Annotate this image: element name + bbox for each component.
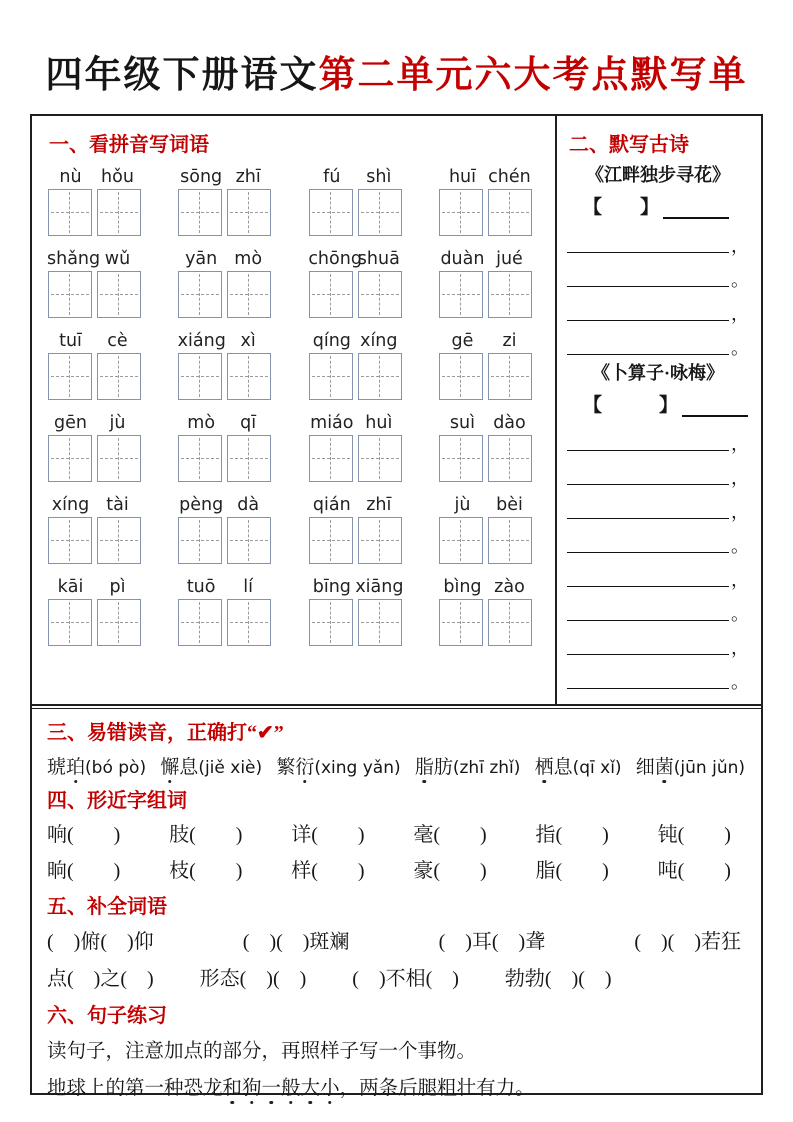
writing-box bbox=[439, 189, 483, 236]
idiom-blank-item: ( )俯( )仰 bbox=[47, 931, 154, 953]
blank-rule bbox=[567, 518, 729, 519]
pinyin-row bbox=[47, 495, 533, 564]
pinyin-syllable: fú bbox=[323, 167, 341, 187]
box-pair bbox=[439, 353, 532, 400]
blank-rule bbox=[567, 252, 729, 253]
word-group bbox=[439, 577, 533, 646]
author-blank-rule bbox=[682, 399, 748, 417]
writing-box bbox=[488, 435, 532, 482]
poem-blank-line bbox=[565, 655, 751, 692]
sentence-instruction: 读句子，注意加点的部分，再照样子写一个事物。 bbox=[47, 1041, 477, 1062]
writing-box bbox=[488, 271, 532, 318]
pronunciation-item bbox=[535, 752, 622, 779]
pinyin-row bbox=[47, 249, 533, 318]
pinyin-syllable: tuī bbox=[59, 331, 82, 351]
pronunciation-item bbox=[415, 752, 521, 779]
pinyin-pair bbox=[308, 331, 402, 351]
pinyin-options: (jūn jǔn) bbox=[673, 758, 745, 778]
hanzi-char: 细 bbox=[635, 757, 655, 778]
author-brackets: 【 】 bbox=[583, 395, 679, 416]
poem-block bbox=[565, 162, 751, 358]
word-group bbox=[439, 495, 533, 564]
pinyin-pair bbox=[178, 167, 272, 187]
pinyin-options: (bó pò) bbox=[85, 758, 147, 778]
writing-box bbox=[48, 353, 92, 400]
pinyin-syllable: tài bbox=[106, 495, 129, 515]
complete-words-row-2 bbox=[47, 962, 745, 991]
writing-box bbox=[358, 435, 402, 482]
writing-box bbox=[439, 435, 483, 482]
hanzi-char: 栖 bbox=[535, 752, 554, 779]
word-group bbox=[47, 331, 141, 400]
box-pair bbox=[439, 435, 532, 482]
writing-box bbox=[309, 517, 353, 564]
word-group bbox=[308, 577, 402, 646]
box-pair bbox=[48, 189, 141, 236]
pinyin-pair bbox=[439, 577, 533, 597]
poem-title: 《江畔独步寻花》 bbox=[586, 165, 730, 185]
idiom-blank-item: ( )( )若狂 bbox=[634, 931, 741, 953]
blank-rule bbox=[567, 552, 729, 553]
compare-word-item: 豪( ) bbox=[413, 860, 487, 882]
pinyin-syllable: miáo bbox=[310, 413, 354, 433]
pronunciation-item bbox=[47, 752, 146, 779]
idiom-blank-item: 形态( )( ) bbox=[199, 968, 307, 990]
pinyin-syllable: hǒu bbox=[101, 167, 134, 187]
writing-box bbox=[309, 189, 353, 236]
pinyin-pair bbox=[178, 577, 272, 597]
writing-box bbox=[48, 517, 92, 564]
complete-words-heading: 五、补全词语 bbox=[47, 896, 167, 918]
writing-box bbox=[439, 517, 483, 564]
writing-box bbox=[309, 435, 353, 482]
pinyin-syllable: huì bbox=[365, 413, 393, 433]
writing-box bbox=[488, 353, 532, 400]
blank-rule bbox=[567, 654, 729, 655]
pinyin-syllable: qíng bbox=[312, 331, 351, 351]
poem-blank-line bbox=[565, 587, 751, 624]
word-group bbox=[47, 167, 141, 236]
compare-word-item: 枝( ) bbox=[169, 860, 243, 882]
pinyin-syllable: xíng bbox=[51, 495, 90, 515]
poem-blank-line bbox=[565, 321, 751, 358]
writing-box bbox=[358, 517, 402, 564]
pinyin-syllable: xì bbox=[240, 331, 256, 351]
writing-box bbox=[227, 517, 271, 564]
poem-title: 《卜算子·咏梅》 bbox=[591, 363, 724, 383]
pinyin-options: (zhī zhǐ) bbox=[452, 758, 521, 778]
writing-box bbox=[227, 271, 271, 318]
pinyin-pair bbox=[439, 413, 533, 433]
writing-box bbox=[227, 353, 271, 400]
writing-box bbox=[48, 435, 92, 482]
writing-box bbox=[97, 435, 141, 482]
word-group bbox=[47, 495, 141, 564]
emphasized-char: 狗 bbox=[242, 1072, 262, 1100]
compare-word-item: 晌( ) bbox=[47, 860, 121, 882]
word-group bbox=[439, 249, 533, 318]
pinyin-pair bbox=[439, 331, 533, 351]
writing-box bbox=[488, 517, 532, 564]
pinyin-section bbox=[32, 116, 555, 704]
writing-box bbox=[97, 599, 141, 646]
poem-block bbox=[565, 360, 751, 692]
pinyin-pair bbox=[308, 249, 402, 269]
writing-box bbox=[309, 599, 353, 646]
writing-box bbox=[178, 517, 222, 564]
box-pair bbox=[439, 599, 532, 646]
word-group bbox=[308, 249, 402, 318]
emphasized-char: 一 bbox=[262, 1072, 282, 1100]
poem-section-heading: 二、默写古诗 bbox=[569, 134, 689, 156]
writing-box bbox=[48, 189, 92, 236]
box-pair bbox=[309, 599, 402, 646]
compare-word-item: 吨( ) bbox=[657, 860, 731, 882]
word-group bbox=[308, 495, 402, 564]
pinyin-syllable: xiāng bbox=[355, 577, 404, 597]
pronunciation-heading: 三、易错读音，正确打“✔” bbox=[47, 722, 284, 744]
word-group bbox=[439, 413, 533, 482]
pinyin-syllable: chōng bbox=[308, 249, 362, 269]
blank-rule bbox=[567, 586, 729, 587]
box-pair bbox=[309, 353, 402, 400]
hanzi-char: 珀 bbox=[66, 752, 85, 779]
writing-box bbox=[97, 189, 141, 236]
pinyin-pair bbox=[178, 495, 272, 515]
hanzi-char: 繁 bbox=[276, 757, 296, 778]
pinyin-syllable: nù bbox=[59, 167, 82, 187]
line-punctuation: ， bbox=[731, 502, 749, 522]
pinyin-pair bbox=[47, 495, 141, 515]
word-group bbox=[47, 249, 141, 318]
worksheet-body bbox=[30, 114, 763, 1099]
pinyin-syllable: huī bbox=[448, 167, 476, 187]
line-punctuation: ， bbox=[731, 638, 749, 658]
pinyin-syllable: dà bbox=[237, 495, 260, 515]
pinyin-syllable: lí bbox=[243, 577, 254, 597]
box-pair bbox=[178, 189, 271, 236]
pinyin-options: (xing yǎn) bbox=[314, 758, 401, 778]
blank-rule bbox=[567, 286, 729, 287]
pinyin-pair bbox=[308, 495, 402, 515]
poem-blank-line bbox=[565, 485, 751, 522]
blank-rule bbox=[567, 450, 729, 451]
example-pre: 地球上的第一种恐龙 bbox=[47, 1078, 223, 1099]
writing-box bbox=[358, 189, 402, 236]
pinyin-syllable: mò bbox=[234, 249, 263, 269]
box-pair bbox=[178, 517, 271, 564]
example-post: ，两条后腿粗壮有力。 bbox=[339, 1078, 535, 1099]
writing-box bbox=[358, 271, 402, 318]
word-group bbox=[178, 495, 272, 564]
box-pair bbox=[48, 517, 141, 564]
poem-blank-line bbox=[565, 253, 751, 290]
line-punctuation: 。 bbox=[731, 604, 749, 624]
pinyin-pair bbox=[178, 413, 272, 433]
line-punctuation: 。 bbox=[731, 338, 749, 358]
line-punctuation: 。 bbox=[731, 672, 749, 692]
pinyin-pair bbox=[47, 577, 141, 597]
pronunciation-item bbox=[160, 752, 262, 779]
pinyin-syllable: zi bbox=[502, 331, 517, 351]
hanzi-char: 脂 bbox=[415, 752, 434, 779]
writing-box bbox=[439, 599, 483, 646]
hanzi-char: 息 bbox=[553, 757, 573, 778]
pinyin-syllable: gē bbox=[451, 331, 474, 351]
pinyin-syllable: dào bbox=[493, 413, 526, 433]
word-group bbox=[47, 577, 141, 646]
poem-blank-line bbox=[565, 219, 751, 256]
writing-box bbox=[97, 353, 141, 400]
writing-box bbox=[309, 353, 353, 400]
idiom-blank-item: ( )不相( ) bbox=[352, 968, 459, 990]
complete-words-row-1 bbox=[47, 925, 745, 954]
writing-box bbox=[358, 353, 402, 400]
pinyin-pair bbox=[47, 167, 141, 187]
box-pair bbox=[439, 189, 532, 236]
compare-word-item: 样( ) bbox=[291, 860, 365, 882]
poem-blank-line bbox=[565, 417, 751, 454]
writing-box bbox=[309, 271, 353, 318]
idiom-blank-item: ( )耳( )聋 bbox=[438, 931, 546, 953]
poem-blank-line bbox=[565, 621, 751, 658]
pinyin-syllable: mò bbox=[187, 413, 216, 433]
pinyin-pair bbox=[47, 249, 141, 269]
pinyin-syllable: bèi bbox=[496, 495, 523, 515]
writing-box bbox=[439, 271, 483, 318]
pinyin-syllable: shì bbox=[366, 167, 392, 187]
pinyin-pair bbox=[439, 495, 533, 515]
emphasized-char: 小 bbox=[320, 1072, 340, 1100]
sentence-heading: 六、句子练习 bbox=[47, 1005, 167, 1027]
box-pair bbox=[48, 599, 141, 646]
pinyin-pair bbox=[439, 167, 533, 187]
box-pair bbox=[439, 517, 532, 564]
poem-author-line bbox=[583, 389, 751, 417]
author-brackets: 【 】 bbox=[583, 197, 660, 218]
pronunciation-items bbox=[47, 752, 745, 779]
pinyin-options: (jiě xiè) bbox=[198, 758, 263, 778]
pronunciation-item bbox=[276, 752, 400, 779]
title-grade-part: 四年级下册语文 bbox=[45, 55, 319, 96]
pinyin-syllable: shuā bbox=[357, 249, 400, 269]
word-group bbox=[308, 167, 402, 236]
compare-word-item: 肢( ) bbox=[169, 824, 243, 846]
writing-box bbox=[178, 271, 222, 318]
pinyin-pair bbox=[439, 249, 533, 269]
idiom-blank-item: ( )( )斑斓 bbox=[242, 931, 350, 953]
box-pair bbox=[178, 271, 271, 318]
example-dotted-part bbox=[223, 1078, 340, 1099]
compare-word-item: 毫( ) bbox=[413, 824, 487, 846]
hanzi-char: 菌 bbox=[655, 752, 674, 779]
line-punctuation: ， bbox=[731, 570, 749, 590]
blank-rule bbox=[567, 620, 729, 621]
pinyin-syllable: chén bbox=[488, 167, 531, 187]
blank-rule bbox=[567, 320, 729, 321]
writing-box bbox=[488, 599, 532, 646]
hanzi-char: 懈 bbox=[160, 752, 179, 779]
top-region bbox=[32, 116, 761, 704]
writing-box bbox=[227, 435, 271, 482]
line-punctuation: 。 bbox=[731, 270, 749, 290]
pinyin-row bbox=[47, 167, 533, 236]
compare-word-item: 指( ) bbox=[535, 824, 609, 846]
pinyin-syllable: yān bbox=[185, 249, 218, 269]
pinyin-syllable: sōng bbox=[180, 167, 223, 187]
bottom-sections bbox=[32, 709, 761, 1122]
word-group bbox=[47, 413, 141, 482]
box-pair bbox=[309, 435, 402, 482]
pinyin-syllable: xíng bbox=[360, 331, 398, 351]
line-punctuation: ， bbox=[731, 434, 749, 454]
pinyin-row bbox=[47, 577, 533, 646]
word-group bbox=[308, 331, 402, 400]
writing-box bbox=[48, 599, 92, 646]
pinyin-syllable: suì bbox=[449, 413, 475, 433]
writing-box bbox=[178, 189, 222, 236]
pinyin-syllable: bìng bbox=[443, 577, 482, 597]
hanzi-char: 肪 bbox=[433, 757, 453, 778]
blank-rule bbox=[567, 354, 729, 355]
writing-box bbox=[439, 353, 483, 400]
word-group bbox=[178, 167, 272, 236]
writing-box bbox=[48, 271, 92, 318]
pinyin-syllable: wǔ bbox=[104, 249, 131, 269]
pinyin-syllable: kāi bbox=[57, 577, 84, 597]
compare-words-row bbox=[47, 854, 745, 883]
box-pair bbox=[309, 189, 402, 236]
pinyin-syllable: jù bbox=[109, 413, 126, 433]
pinyin-rows bbox=[47, 167, 533, 646]
pinyin-pair bbox=[308, 167, 402, 187]
poem-author-line bbox=[583, 191, 751, 219]
line-punctuation: ， bbox=[731, 304, 749, 324]
compare-word-item: 详( ) bbox=[291, 824, 365, 846]
writing-box bbox=[178, 599, 222, 646]
pinyin-pair bbox=[47, 413, 141, 433]
writing-box bbox=[488, 189, 532, 236]
poem-blank-line bbox=[565, 451, 751, 488]
compare-words-rows bbox=[47, 818, 745, 883]
pinyin-syllable: qián bbox=[312, 495, 351, 515]
compare-words-row bbox=[47, 818, 745, 847]
poems-container bbox=[565, 162, 751, 692]
writing-box bbox=[227, 599, 271, 646]
word-group bbox=[439, 167, 533, 236]
box-pair bbox=[178, 353, 271, 400]
idiom-blank-item: 点( )之( ) bbox=[47, 968, 154, 990]
pinyin-syllable: duàn bbox=[440, 249, 485, 269]
pinyin-syllable: bīng bbox=[312, 577, 351, 597]
poem-blank-line bbox=[565, 287, 751, 324]
pinyin-syllable: qī bbox=[240, 413, 257, 433]
blank-rule bbox=[567, 484, 729, 485]
word-group bbox=[178, 577, 272, 646]
emphasized-char: 和 bbox=[223, 1072, 243, 1100]
sentence-example bbox=[47, 1072, 745, 1100]
pinyin-syllable: xiáng bbox=[177, 331, 226, 351]
pinyin-syllable: gēn bbox=[54, 413, 87, 433]
pinyin-syllable: cè bbox=[107, 331, 128, 351]
pinyin-syllable: zhī bbox=[235, 167, 261, 187]
line-punctuation: 。 bbox=[731, 536, 749, 556]
word-group bbox=[308, 413, 402, 482]
pinyin-options: (qī xǐ) bbox=[572, 758, 622, 778]
pinyin-pair bbox=[308, 413, 402, 433]
pronunciation-item bbox=[636, 752, 745, 779]
author-blank-rule bbox=[663, 201, 729, 219]
page-title bbox=[0, 44, 793, 98]
pinyin-syllable: tuō bbox=[186, 577, 216, 597]
hanzi-char: 息 bbox=[179, 757, 199, 778]
blank-rule bbox=[567, 688, 729, 689]
pinyin-section-heading: 一、看拼音写词语 bbox=[49, 134, 209, 156]
writing-box bbox=[97, 271, 141, 318]
line-punctuation: ， bbox=[731, 468, 749, 488]
line-punctuation: ， bbox=[731, 236, 749, 256]
word-group bbox=[178, 413, 272, 482]
pinyin-syllable: shǎng bbox=[47, 249, 101, 269]
box-pair bbox=[309, 517, 402, 564]
pinyin-pair bbox=[47, 331, 141, 351]
box-pair bbox=[309, 271, 402, 318]
pinyin-syllable: pì bbox=[109, 577, 126, 597]
pinyin-syllable: pèng bbox=[179, 495, 224, 515]
box-pair bbox=[48, 271, 141, 318]
writing-box bbox=[227, 189, 271, 236]
word-group bbox=[178, 331, 272, 400]
hanzi-char: 琥 bbox=[47, 757, 67, 778]
writing-box bbox=[358, 599, 402, 646]
box-pair bbox=[48, 353, 141, 400]
emphasized-char: 般 bbox=[281, 1072, 301, 1100]
compare-word-item: 响( ) bbox=[47, 824, 121, 846]
writing-box bbox=[178, 435, 222, 482]
poem-blank-line bbox=[565, 553, 751, 590]
hanzi-char: 衍 bbox=[295, 752, 314, 779]
pinyin-row bbox=[47, 413, 533, 482]
word-group bbox=[439, 331, 533, 400]
pinyin-syllable: zào bbox=[494, 577, 525, 597]
box-pair bbox=[178, 435, 271, 482]
box-pair bbox=[48, 435, 141, 482]
pinyin-pair bbox=[178, 331, 272, 351]
writing-box bbox=[97, 517, 141, 564]
box-pair bbox=[439, 271, 532, 318]
poem-section bbox=[555, 116, 761, 704]
compare-word-item: 钝( ) bbox=[657, 824, 731, 846]
pinyin-pair bbox=[178, 249, 272, 269]
word-group bbox=[178, 249, 272, 318]
pinyin-pair bbox=[308, 577, 402, 597]
title-unit-part: 第二单元六大考点默写单 bbox=[318, 55, 748, 96]
poem-blank-line bbox=[565, 519, 751, 556]
pinyin-syllable: jù bbox=[454, 495, 471, 515]
writing-box bbox=[178, 353, 222, 400]
compare-word-item: 脂( ) bbox=[535, 860, 609, 882]
emphasized-char: 大 bbox=[301, 1072, 321, 1100]
pinyin-row bbox=[47, 331, 533, 400]
idiom-blank-item: 勃勃( )( ) bbox=[504, 968, 612, 990]
compare-words-heading: 四、形近字组词 bbox=[47, 790, 187, 812]
pinyin-syllable: zhī bbox=[366, 495, 392, 515]
box-pair bbox=[178, 599, 271, 646]
pinyin-syllable: jué bbox=[496, 249, 523, 269]
